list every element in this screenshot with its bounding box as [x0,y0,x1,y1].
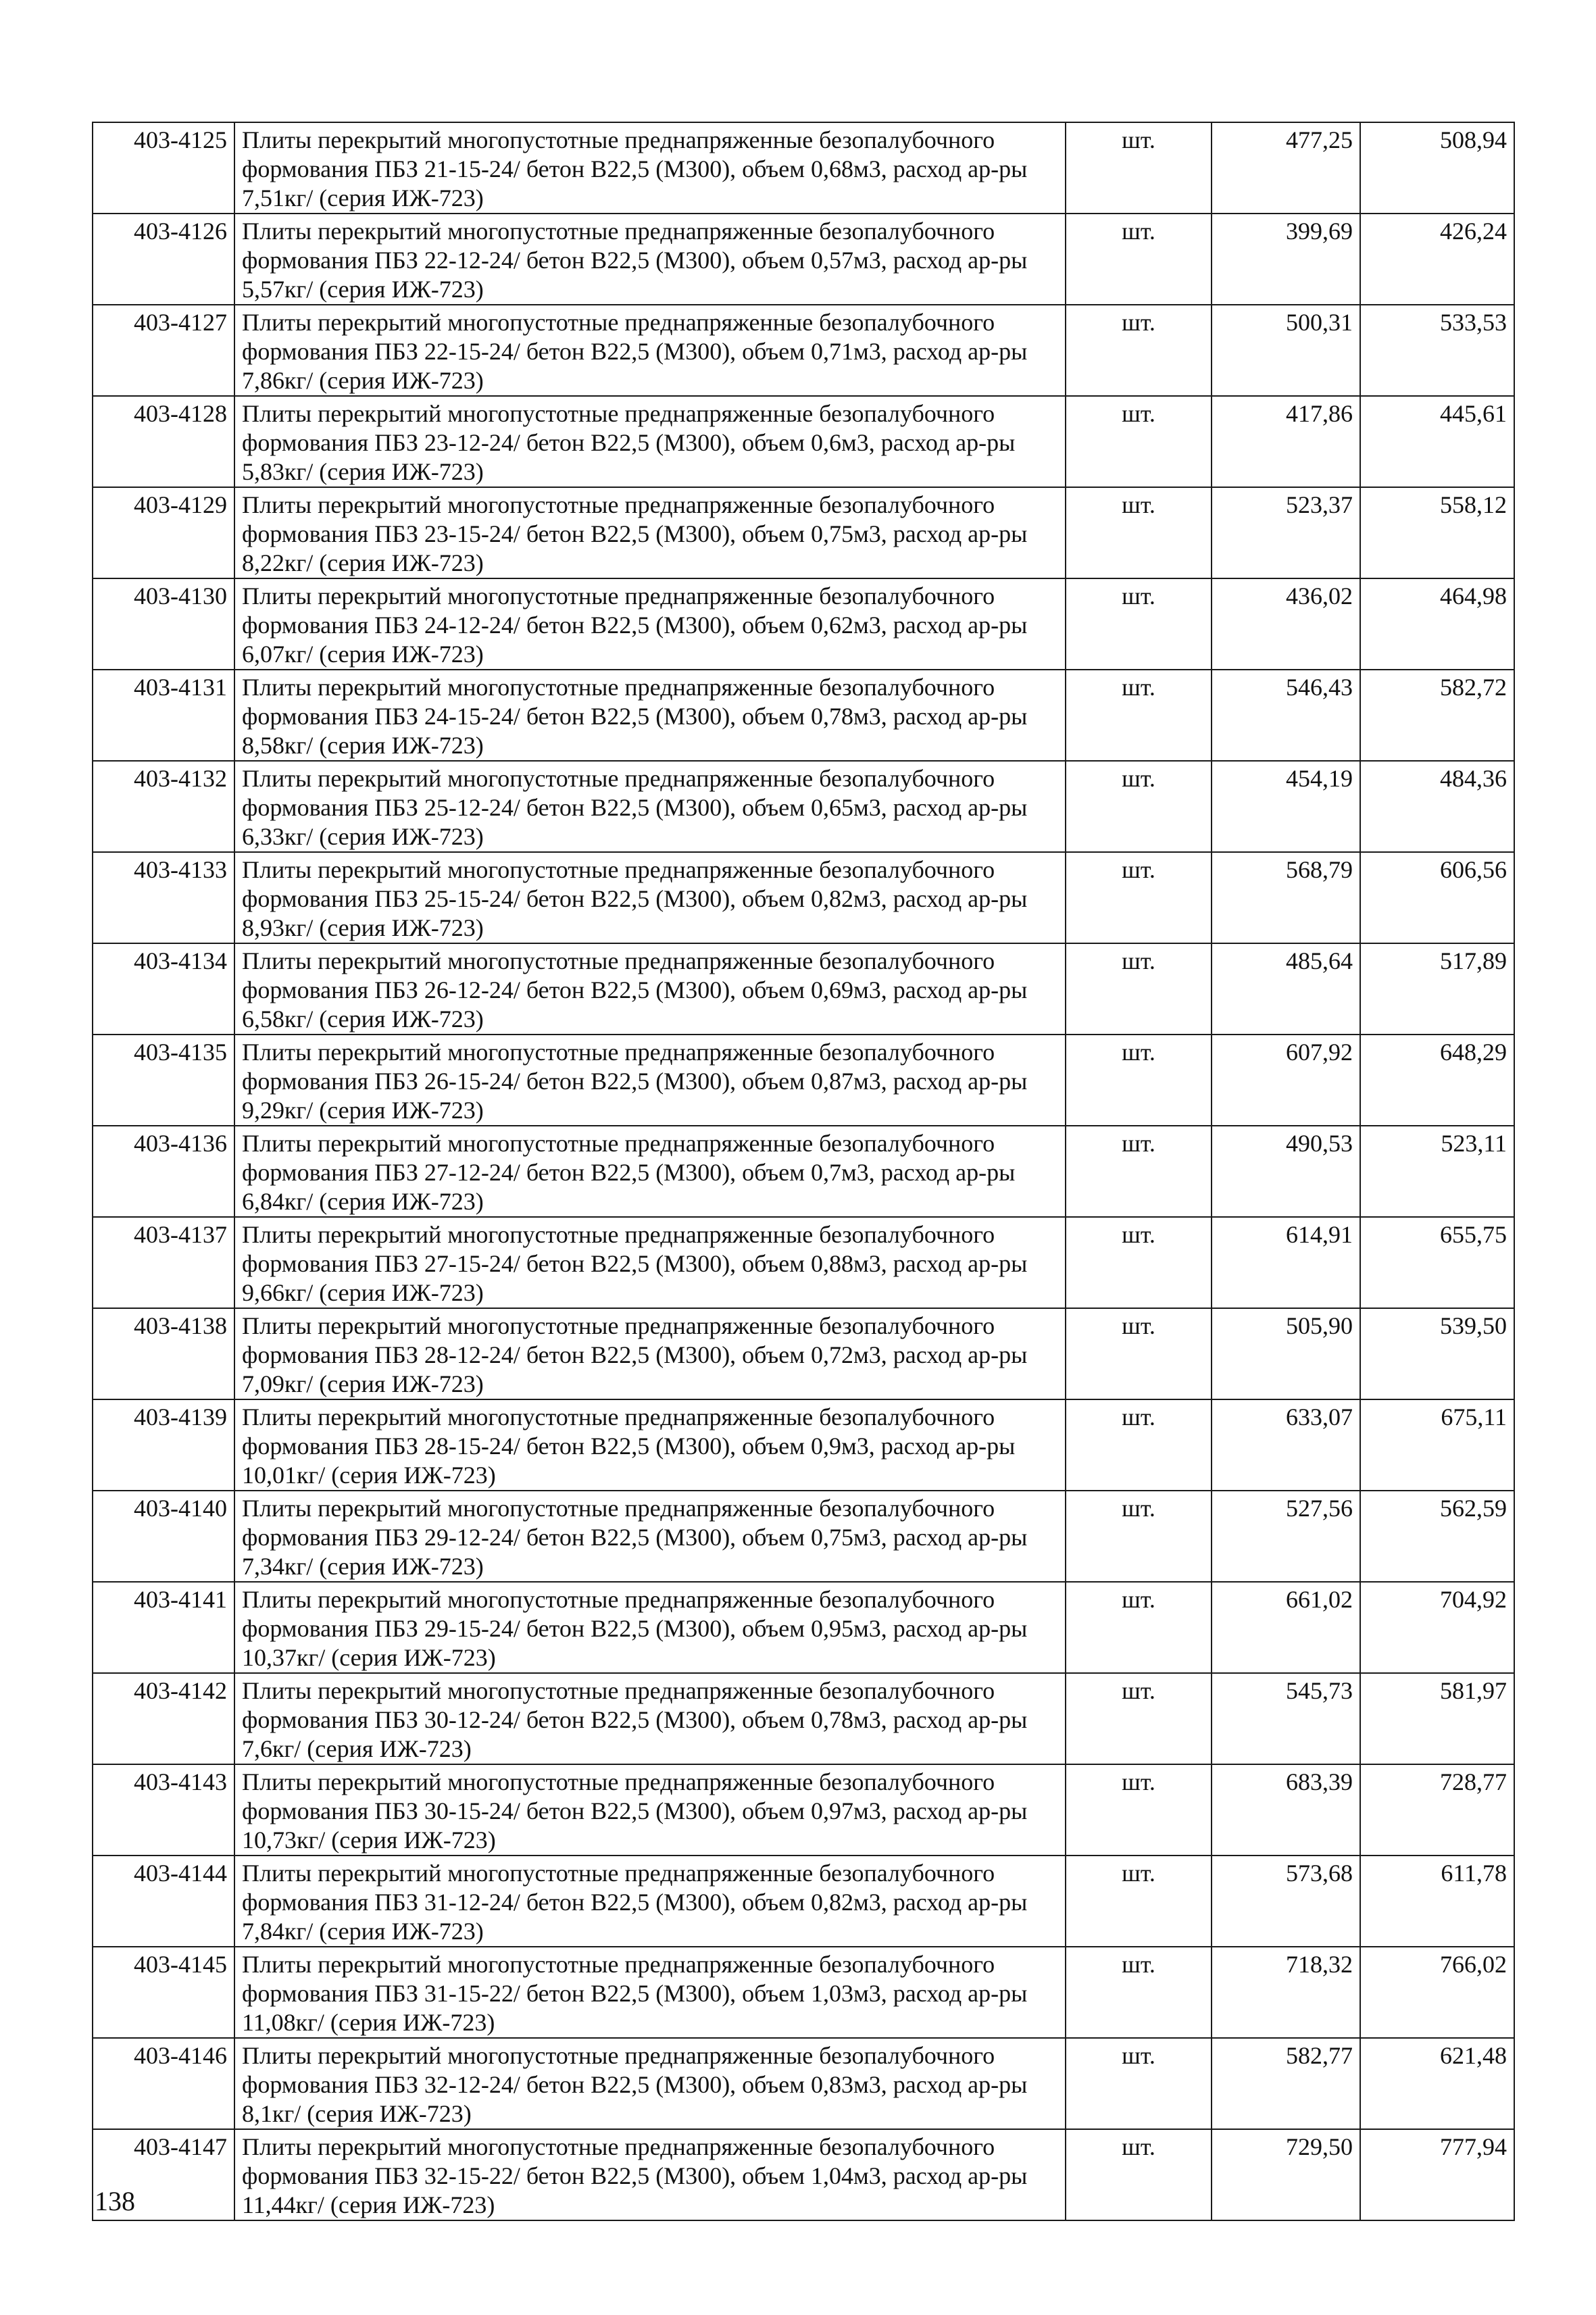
item-unit-cell: шт. [1066,670,1212,761]
item-price-2-cell: 562,59 [1360,1491,1514,1582]
item-description-cell: Плиты перекрытий многопустотные преднапряженные безопалубочного формования ПБЗ 21-15-24/ бетон В22,5 (М300), объем 0,68м3, расход ар-ры 7,51кг/ (серия ИЖ-723) [234,122,1066,214]
table-row [93,761,1514,852]
item-price-2-cell: 777,94 [1360,2129,1514,2220]
item-code-cell: 403-4125 [93,122,234,214]
item-description-cell: Плиты перекрытий многопустотные преднапряженные безопалубочного формования ПБЗ 25-12-24/ бетон В22,5 (М300), объем 0,65м3, расход ар-ры 6,33кг/ (серия ИЖ-723) [234,761,1066,852]
item-code-cell: 403-4136 [93,1126,234,1217]
item-price-1-cell: 527,56 [1212,1491,1360,1582]
item-price-2-cell: 611,78 [1360,1856,1514,1947]
item-price-1-cell: 683,39 [1212,1764,1360,1856]
item-code-cell: 403-4145 [93,1947,234,2038]
item-price-1-cell: 505,90 [1212,1308,1360,1399]
item-unit-cell: шт. [1066,1308,1212,1399]
item-price-2-cell: 766,02 [1360,1947,1514,2038]
item-price-1-cell: 718,32 [1212,1947,1360,2038]
item-code-cell: 403-4126 [93,214,234,305]
item-price-1-cell: 436,02 [1212,578,1360,670]
table-row [93,122,1514,214]
item-unit-cell: шт. [1066,578,1212,670]
item-description-cell: Плиты перекрытий многопустотные преднапряженные безопалубочного формования ПБЗ 29-15-24/ бетон В22,5 (М300), объем 0,95м3, расход ар-ры 10,37кг/ (серия ИЖ-723) [234,1582,1066,1673]
item-code-cell: 403-4137 [93,1217,234,1308]
item-price-2-cell: 558,12 [1360,487,1514,578]
item-unit-cell: шт. [1066,1856,1212,1947]
item-code-cell: 403-4133 [93,852,234,943]
item-price-2-cell: 728,77 [1360,1764,1514,1856]
table-row [93,578,1514,670]
price-table [92,122,1515,2221]
table-row [93,1035,1514,1126]
item-price-2-cell: 523,11 [1360,1126,1514,1217]
item-price-1-cell: 661,02 [1212,1582,1360,1673]
item-unit-cell: шт. [1066,1035,1212,1126]
item-price-2-cell: 655,75 [1360,1217,1514,1308]
item-code-cell: 403-4134 [93,943,234,1035]
table-row [93,305,1514,396]
item-description-cell: Плиты перекрытий многопустотные преднапряженные безопалубочного формования ПБЗ 31-12-24/ бетон В22,5 (М300), объем 0,82м3, расход ар-ры 7,84кг/ (серия ИЖ-723) [234,1856,1066,1947]
item-description-cell: Плиты перекрытий многопустотные преднапряженные безопалубочного формования ПБЗ 24-15-24/ бетон В22,5 (М300), объем 0,78м3, расход ар-ры 8,58кг/ (серия ИЖ-723) [234,670,1066,761]
item-description-cell: Плиты перекрытий многопустотные преднапряженные безопалубочного формования ПБЗ 32-15-22/ бетон В22,5 (М300), объем 1,04м3, расход ар-ры 11,44кг/ (серия ИЖ-723) [234,2129,1066,2220]
item-price-1-cell: 500,31 [1212,305,1360,396]
item-description-cell: Плиты перекрытий многопустотные преднапряженные безопалубочного формования ПБЗ 29-12-24/ бетон В22,5 (М300), объем 0,75м3, расход ар-ры 7,34кг/ (серия ИЖ-723) [234,1491,1066,1582]
item-price-1-cell: 607,92 [1212,1035,1360,1126]
item-price-1-cell: 582,77 [1212,2038,1360,2129]
table-row [93,1947,1514,2038]
item-unit-cell: шт. [1066,2129,1212,2220]
table-row [93,1126,1514,1217]
item-price-2-cell: 445,61 [1360,396,1514,487]
item-unit-cell: шт. [1066,305,1212,396]
table-row [93,2129,1514,2220]
table-row [93,943,1514,1035]
item-price-2-cell: 581,97 [1360,1673,1514,1764]
table-row [93,2038,1514,2129]
item-price-1-cell: 614,91 [1212,1217,1360,1308]
item-description-cell: Плиты перекрытий многопустотные преднапряженные безопалубочного формования ПБЗ 32-12-24/ бетон В22,5 (М300), объем 0,83м3, расход ар-ры 8,1кг/ (серия ИЖ-723) [234,2038,1066,2129]
item-price-2-cell: 517,89 [1360,943,1514,1035]
item-code-cell: 403-4143 [93,1764,234,1856]
item-code-cell: 403-4132 [93,761,234,852]
item-description-cell: Плиты перекрытий многопустотные преднапряженные безопалубочного формования ПБЗ 26-12-24/ бетон В22,5 (М300), объем 0,69м3, расход ар-ры 6,58кг/ (серия ИЖ-723) [234,943,1066,1035]
item-unit-cell: шт. [1066,761,1212,852]
table-row [93,1308,1514,1399]
table-row [93,214,1514,305]
item-description-cell: Плиты перекрытий многопустотные преднапряженные безопалубочного формования ПБЗ 27-15-24/ бетон В22,5 (М300), объем 0,88м3, расход ар-ры 9,66кг/ (серия ИЖ-723) [234,1217,1066,1308]
table-row [93,670,1514,761]
item-code-cell: 403-4146 [93,2038,234,2129]
item-price-2-cell: 539,50 [1360,1308,1514,1399]
item-price-1-cell: 729,50 [1212,2129,1360,2220]
item-description-cell: Плиты перекрытий многопустотные преднапряженные безопалубочного формования ПБЗ 23-15-24/ бетон В22,5 (М300), объем 0,75м3, расход ар-ры 8,22кг/ (серия ИЖ-723) [234,487,1066,578]
item-unit-cell: шт. [1066,1491,1212,1582]
item-price-1-cell: 523,37 [1212,487,1360,578]
table-row [93,1856,1514,1947]
item-code-cell: 403-4140 [93,1491,234,1582]
item-unit-cell: шт. [1066,214,1212,305]
item-code-cell: 403-4130 [93,578,234,670]
item-unit-cell: шт. [1066,1399,1212,1491]
item-price-1-cell: 546,43 [1212,670,1360,761]
item-description-cell: Плиты перекрытий многопустотные преднапряженные безопалубочного формования ПБЗ 27-12-24/ бетон В22,5 (М300), объем 0,7м3, расход ар-ры 6,84кг/ (серия ИЖ-723) [234,1126,1066,1217]
item-unit-cell: шт. [1066,122,1212,214]
item-price-1-cell: 485,64 [1212,943,1360,1035]
table-row [93,1217,1514,1308]
item-unit-cell: шт. [1066,1764,1212,1856]
item-code-cell: 403-4129 [93,487,234,578]
item-price-1-cell: 545,73 [1212,1673,1360,1764]
item-price-2-cell: 582,72 [1360,670,1514,761]
table-row [93,852,1514,943]
item-code-cell: 403-4138 [93,1308,234,1399]
item-price-1-cell: 573,68 [1212,1856,1360,1947]
item-unit-cell: шт. [1066,396,1212,487]
table-row [93,1491,1514,1582]
page-number: 138 [95,2186,135,2216]
item-price-2-cell: 533,53 [1360,305,1514,396]
item-unit-cell: шт. [1066,2038,1212,2129]
item-description-cell: Плиты перекрытий многопустотные преднапряженные безопалубочного формования ПБЗ 31-15-22/ бетон В22,5 (М300), объем 1,03м3, расход ар-ры 11,08кг/ (серия ИЖ-723) [234,1947,1066,2038]
item-code-cell: 403-4147 [93,2129,234,2220]
item-price-2-cell: 675,11 [1360,1399,1514,1491]
item-price-1-cell: 399,69 [1212,214,1360,305]
item-description-cell: Плиты перекрытий многопустотные преднапряженные безопалубочного формования ПБЗ 26-15-24/ бетон В22,5 (М300), объем 0,87м3, расход ар-ры 9,29кг/ (серия ИЖ-723) [234,1035,1066,1126]
item-price-2-cell: 508,94 [1360,122,1514,214]
item-description-cell: Плиты перекрытий многопустотные преднапряженные безопалубочного формования ПБЗ 22-12-24/ бетон В22,5 (М300), объем 0,57м3, расход ар-ры 5,57кг/ (серия ИЖ-723) [234,214,1066,305]
item-description-cell: Плиты перекрытий многопустотные преднапряженные безопалубочного формования ПБЗ 30-15-24/ бетон В22,5 (М300), объем 0,97м3, расход ар-ры 10,73кг/ (серия ИЖ-723) [234,1764,1066,1856]
item-code-cell: 403-4127 [93,305,234,396]
item-unit-cell: шт. [1066,852,1212,943]
item-unit-cell: шт. [1066,1673,1212,1764]
item-code-cell: 403-4142 [93,1673,234,1764]
item-code-cell: 403-4135 [93,1035,234,1126]
item-code-cell: 403-4144 [93,1856,234,1947]
item-price-1-cell: 633,07 [1212,1399,1360,1491]
item-unit-cell: шт. [1066,487,1212,578]
table-row [93,1764,1514,1856]
item-price-2-cell: 621,48 [1360,2038,1514,2129]
item-code-cell: 403-4141 [93,1582,234,1673]
item-description-cell: Плиты перекрытий многопустотные преднапряженные безопалубочного формования ПБЗ 28-12-24/ бетон В22,5 (М300), объем 0,72м3, расход ар-ры 7,09кг/ (серия ИЖ-723) [234,1308,1066,1399]
table-row [93,396,1514,487]
price-table-body [93,122,1514,2220]
item-price-2-cell: 606,56 [1360,852,1514,943]
item-price-2-cell: 484,36 [1360,761,1514,852]
item-price-1-cell: 454,19 [1212,761,1360,852]
item-price-1-cell: 490,53 [1212,1126,1360,1217]
item-unit-cell: шт. [1066,1126,1212,1217]
table-row [93,1399,1514,1491]
item-description-cell: Плиты перекрытий многопустотные преднапряженные безопалубочного формования ПБЗ 30-12-24/ бетон В22,5 (М300), объем 0,78м3, расход ар-ры 7,6кг/ (серия ИЖ-723) [234,1673,1066,1764]
item-unit-cell: шт. [1066,1582,1212,1673]
item-description-cell: Плиты перекрытий многопустотные преднапряженные безопалубочного формования ПБЗ 23-12-24/ бетон В22,5 (М300), объем 0,6м3, расход ар-ры 5,83кг/ (серия ИЖ-723) [234,396,1066,487]
item-code-cell: 403-4128 [93,396,234,487]
item-code-cell: 403-4139 [93,1399,234,1491]
item-description-cell: Плиты перекрытий многопустотные преднапряженные безопалубочного формования ПБЗ 24-12-24/ бетон В22,5 (М300), объем 0,62м3, расход ар-ры 6,07кг/ (серия ИЖ-723) [234,578,1066,670]
item-description-cell: Плиты перекрытий многопустотные преднапряженные безопалубочного формования ПБЗ 28-15-24/ бетон В22,5 (М300), объем 0,9м3, расход ар-ры 10,01кг/ (серия ИЖ-723) [234,1399,1066,1491]
item-unit-cell: шт. [1066,943,1212,1035]
item-code-cell: 403-4131 [93,670,234,761]
item-price-1-cell: 568,79 [1212,852,1360,943]
item-price-1-cell: 477,25 [1212,122,1360,214]
item-price-2-cell: 426,24 [1360,214,1514,305]
table-row [93,1673,1514,1764]
item-price-2-cell: 648,29 [1360,1035,1514,1126]
item-price-1-cell: 417,86 [1212,396,1360,487]
item-description-cell: Плиты перекрытий многопустотные преднапряженные безопалубочного формования ПБЗ 22-15-24/ бетон В22,5 (М300), объем 0,71м3, расход ар-ры 7,86кг/ (серия ИЖ-723) [234,305,1066,396]
table-row [93,1582,1514,1673]
item-description-cell: Плиты перекрытий многопустотные преднапряженные безопалубочного формования ПБЗ 25-15-24/ бетон В22,5 (М300), объем 0,82м3, расход ар-ры 8,93кг/ (серия ИЖ-723) [234,852,1066,943]
item-unit-cell: шт. [1066,1947,1212,2038]
item-price-2-cell: 704,92 [1360,1582,1514,1673]
item-price-2-cell: 464,98 [1360,578,1514,670]
item-unit-cell: шт. [1066,1217,1212,1308]
table-row [93,487,1514,578]
